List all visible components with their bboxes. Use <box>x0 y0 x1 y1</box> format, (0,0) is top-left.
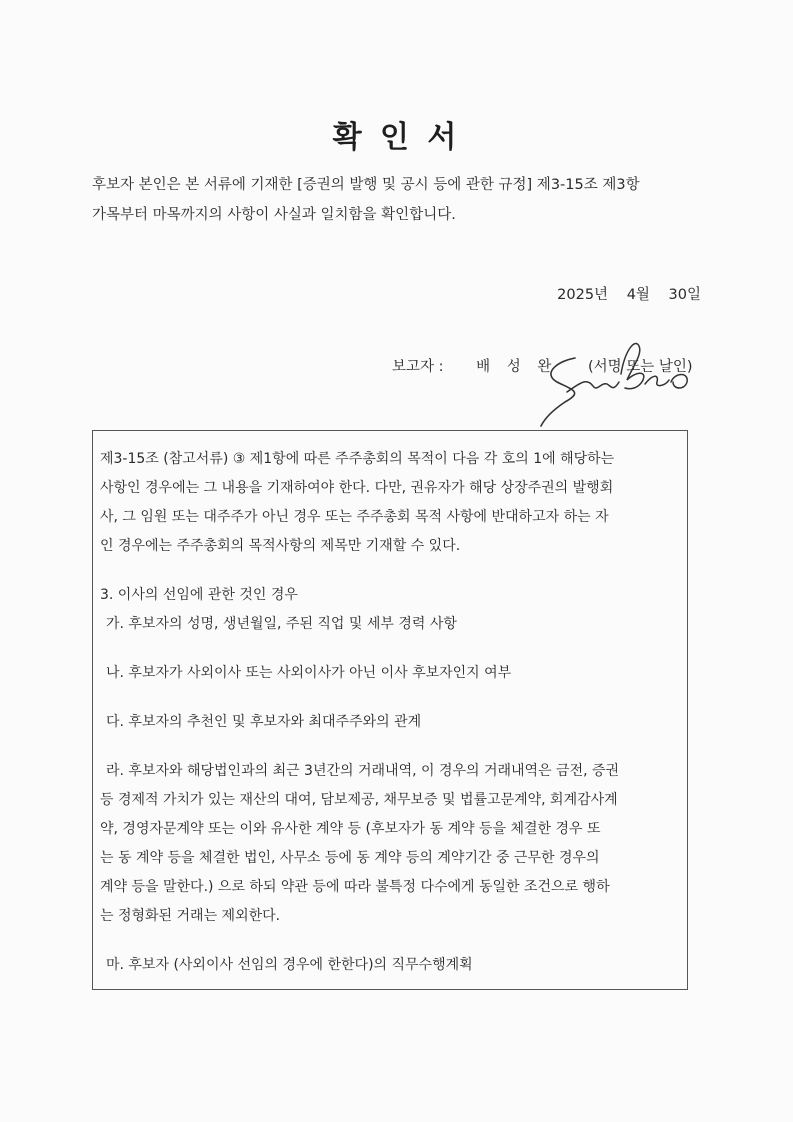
item-na: 나. 후보자가 사외이사 또는 사외이사가 아닌 이사 후보자인지 여부 <box>106 665 512 681</box>
item-ra-line: 는 정형화된 거래는 제외한다. <box>100 908 281 924</box>
article-line: 인 경우에는 주주총회의 목적사항의 제목만 기재할 수 있다. <box>100 538 461 554</box>
section-title: 3. 이사의 선임에 관한 것인 경우 <box>100 587 298 603</box>
item-ra-line: 약, 경영자문계약 또는 이와 유사한 계약 등 (후보자가 동 계약 등을 체결한 경우 또 <box>100 821 601 837</box>
date-year: 2025년 <box>557 287 609 303</box>
statement-line: 후보자 본인은 본 서류에 기재한 [증권의 발행 및 공시 등에 관한 규정] 제3-15조 제3항 <box>92 177 640 193</box>
article-line: 제3-15조 (참고서류) ③ 제1항에 따른 주주총회의 목적이 다음 각 호의 1에 해당하는 <box>100 451 615 467</box>
article-line: 사, 그 임원 또는 대주주가 아닌 경우 또는 주주총회 목적 사항에 반대하고자 하는 자 <box>100 509 609 525</box>
confirmation-statement <box>92 170 722 230</box>
regulation-content <box>100 445 690 980</box>
date-month: 4월 <box>626 287 650 303</box>
item-ra-line: 계약 등을 말한다.) 으로 하되 약관 등에 따라 불특정 다수에게 동일한 조건으로 행하 <box>100 879 610 895</box>
reporter-line <box>392 355 557 376</box>
document-title: 확 인 서 <box>332 120 461 155</box>
handwritten-signature <box>535 330 700 430</box>
item-ra-line: 등 경제적 가치가 있는 재산의 대여, 담보제공, 채무보증 및 법률고문계약, 회계감사계 <box>100 792 618 808</box>
article-line: 사항인 경우에는 그 내용을 기재하여야 한다. 다만, 권유자가 해당 상장주권의 발행회 <box>100 480 614 496</box>
date-day: 30일 <box>668 287 701 303</box>
item-ra-line: 는 동 계약 등을 체결한 법인, 사무소 등에 동 계약 등의 계약기간 중 근무한 경우의 <box>100 850 600 866</box>
signature-note: (서명 또는 날인) <box>588 359 693 375</box>
item-ra-line: 라. 후보자와 해당법인과의 최근 3년간의 거래내역, 이 경우의 거래내역은 금전, 증권 <box>106 763 620 779</box>
item-da: 다. 후보자의 추천인 및 후보자와 최대주주와의 관계 <box>106 714 422 730</box>
item-ma: 마. 후보자 (사외이사 선임의 경우에 한한다)의 직무수행계획 <box>106 957 473 973</box>
document-date <box>549 283 701 304</box>
item-ga: 가. 후보자의 성명, 생년월일, 주된 직업 및 세부 경력 사항 <box>106 616 457 632</box>
reporter-name: 배 성 완 <box>476 359 558 375</box>
reporter-label: 보고자 : <box>392 359 444 375</box>
statement-line: 가목부터 마목까지의 사항이 사실과 일치함을 확인합니다. <box>92 207 456 223</box>
